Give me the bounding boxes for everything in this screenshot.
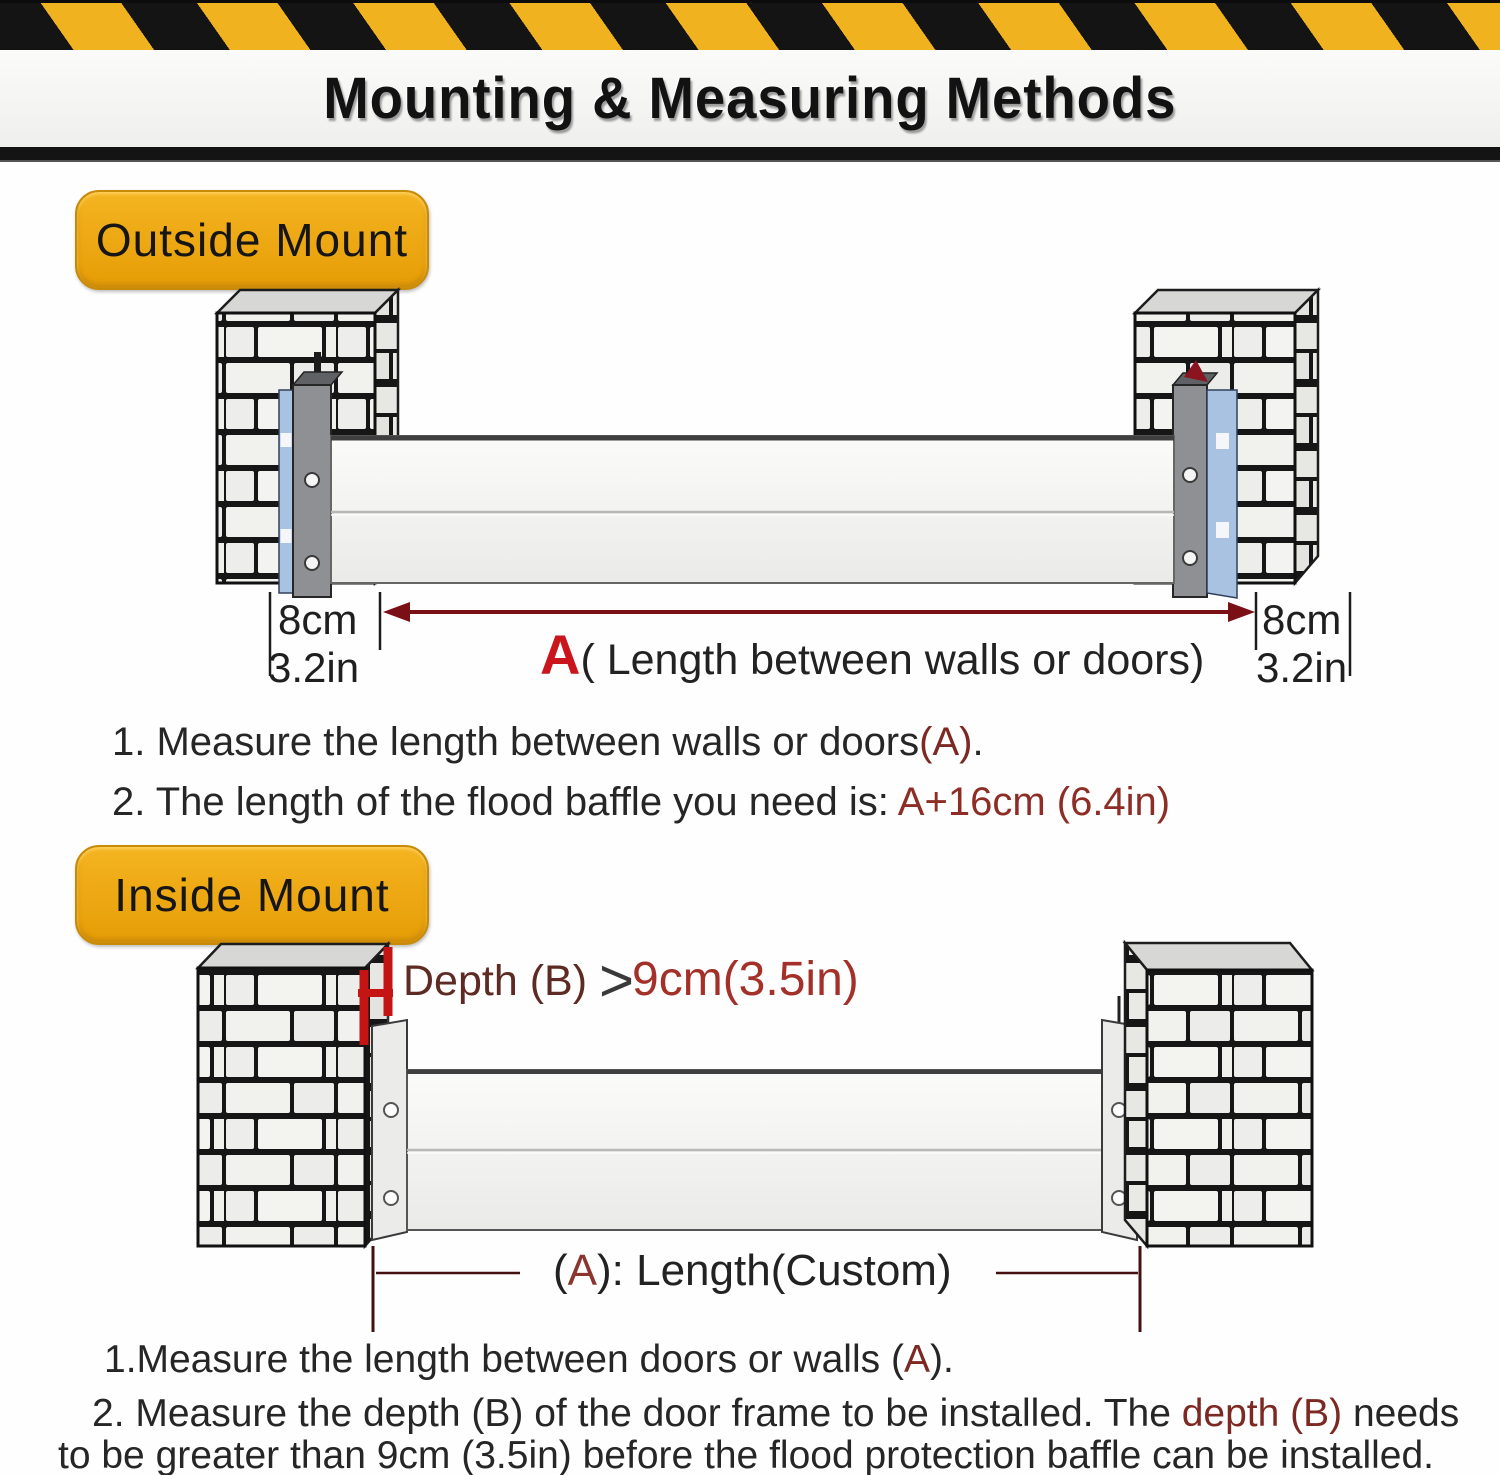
right-offset-in: 3.2in	[1256, 644, 1348, 691]
outside-step-1: 1. Measure the length between walls or doors(A).	[112, 720, 984, 764]
title-banner	[0, 50, 1500, 147]
left-offset-cm: 8cm	[278, 596, 358, 643]
screw-hole	[305, 473, 319, 487]
length-a-label: A( Length between walls or doors)	[540, 623, 1205, 686]
left-offset-in: 3.2in	[268, 644, 360, 691]
right-offset-cm: 8cm	[1262, 596, 1342, 643]
length-custom-label: (A): Length(Custom)	[553, 1246, 952, 1295]
caution-tape-stripe	[0, 0, 1500, 53]
inside-step-1: 1.Measure the length between doors or walls (A).	[104, 1338, 954, 1381]
depth-requirement-label: Depth (B) >9cm(3.5in)	[403, 947, 859, 1014]
left-seal-strip	[279, 390, 293, 593]
outside-mount-instructions	[112, 712, 1170, 832]
outside-mount-badge	[75, 190, 429, 290]
flood-barrier-panel	[407, 1070, 1102, 1230]
outside-mount-label: Outside Mount	[95, 214, 409, 266]
right-brick-pillar	[1125, 943, 1312, 1246]
outside-step-2: 2. The length of the flood baffle you need is: A+16cm (6.4in)	[112, 780, 1171, 824]
inside-mount-badge	[75, 845, 429, 945]
inside-step-2: 2. Measure the depth (B) of the door frame to be installed. The depth (B) needs	[92, 1392, 1460, 1435]
length-a-letter: A	[540, 623, 581, 686]
screw-hole	[1183, 468, 1197, 482]
left-mount-rail	[372, 1020, 407, 1240]
screw-hole	[1183, 551, 1197, 565]
screw-hole	[384, 1191, 398, 1205]
screw-hole	[384, 1103, 398, 1117]
inside-step-2-continued: to be greater than 9cm (3.5in) before the flood protection baffle can be installed.	[58, 1434, 1434, 1475]
inside-mount-label: Inside Mount	[114, 869, 390, 921]
page-title: Mounting & Measuring Methods	[323, 66, 1177, 131]
screw-hole	[305, 556, 319, 570]
header-divider	[0, 147, 1500, 162]
length-arrow	[383, 602, 1255, 622]
flood-barrier-panel	[331, 436, 1174, 583]
